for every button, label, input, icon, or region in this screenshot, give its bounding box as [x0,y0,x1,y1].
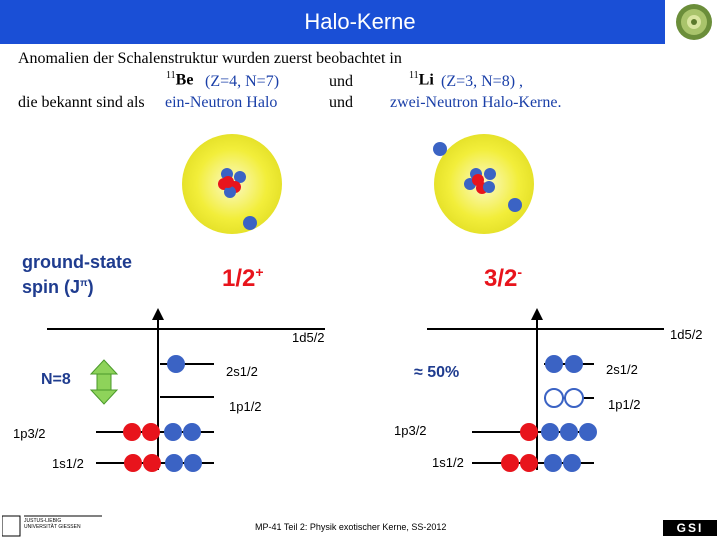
up-down-arrow-icon [91,360,117,404]
page-title: Halo-Kerne [304,9,416,34]
right-level-1s12: 1s1/2 [432,455,464,470]
right-level-1d52: 1d5/2 [670,327,703,342]
one-neutron-halo-label: ein-Neutron Halo [165,94,278,111]
fifty-percent-label: ≈ 50% [414,364,460,381]
be-11-label: $^{11}$Be [166,70,194,89]
n8-label: N=8 [41,371,71,388]
intro-line-3-prefix: die bekannt sind als [18,94,145,111]
left-level-2s12: 2s1/2 [226,364,258,379]
li-11-info: (Z=3, N=8) , [441,73,524,90]
footer-course-text: MP-41 Teil 2: Physik exotischer Kerne, SS-2012 [255,522,447,532]
li11-halo-icon [432,132,536,241]
left-level-1s12: 1s1/2 [52,456,84,471]
university-logo-text: JUSTUS-LIEBIG UNIVERSITÄT GIESSEN [24,518,81,530]
nucleus-logo-icon [668,0,720,44]
and-label-1: und [329,73,353,90]
be11-halo-icon [180,132,284,241]
be-spin-label: 1/2+ [222,264,264,292]
left-level-1p32: 1p3/2 [13,426,46,441]
right-level-2s12: 2s1/2 [606,362,638,377]
left-level-1p12: 1p1/2 [229,399,262,414]
gsi-logo-text: GSI [676,521,704,535]
and-label-2: und [329,94,353,111]
left-level-1d52: 1d5/2 [292,330,325,345]
li-spin-label: 3/2- [484,264,523,292]
ground-state-line-1: ground-state [22,252,132,272]
ground-state-label [22,252,132,298]
li-11-label: $^{11}$Li [409,70,434,89]
university-logo-icon [2,514,102,538]
two-neutron-halo-label: zwei-Neutron Halo-Kerne. [390,94,562,111]
right-level-1p12: 1p1/2 [608,397,641,412]
gsi-logo-icon [663,519,717,537]
intro-line-1: Anomalien der Schalenstruktur wurden zuerst beobachtet in [18,50,402,67]
ground-state-line-2: spin $(J^\pi)$ [22,277,94,297]
be-11-info: (Z=4, N=7) [205,73,280,90]
right-level-1p32: 1p3/2 [394,423,427,438]
